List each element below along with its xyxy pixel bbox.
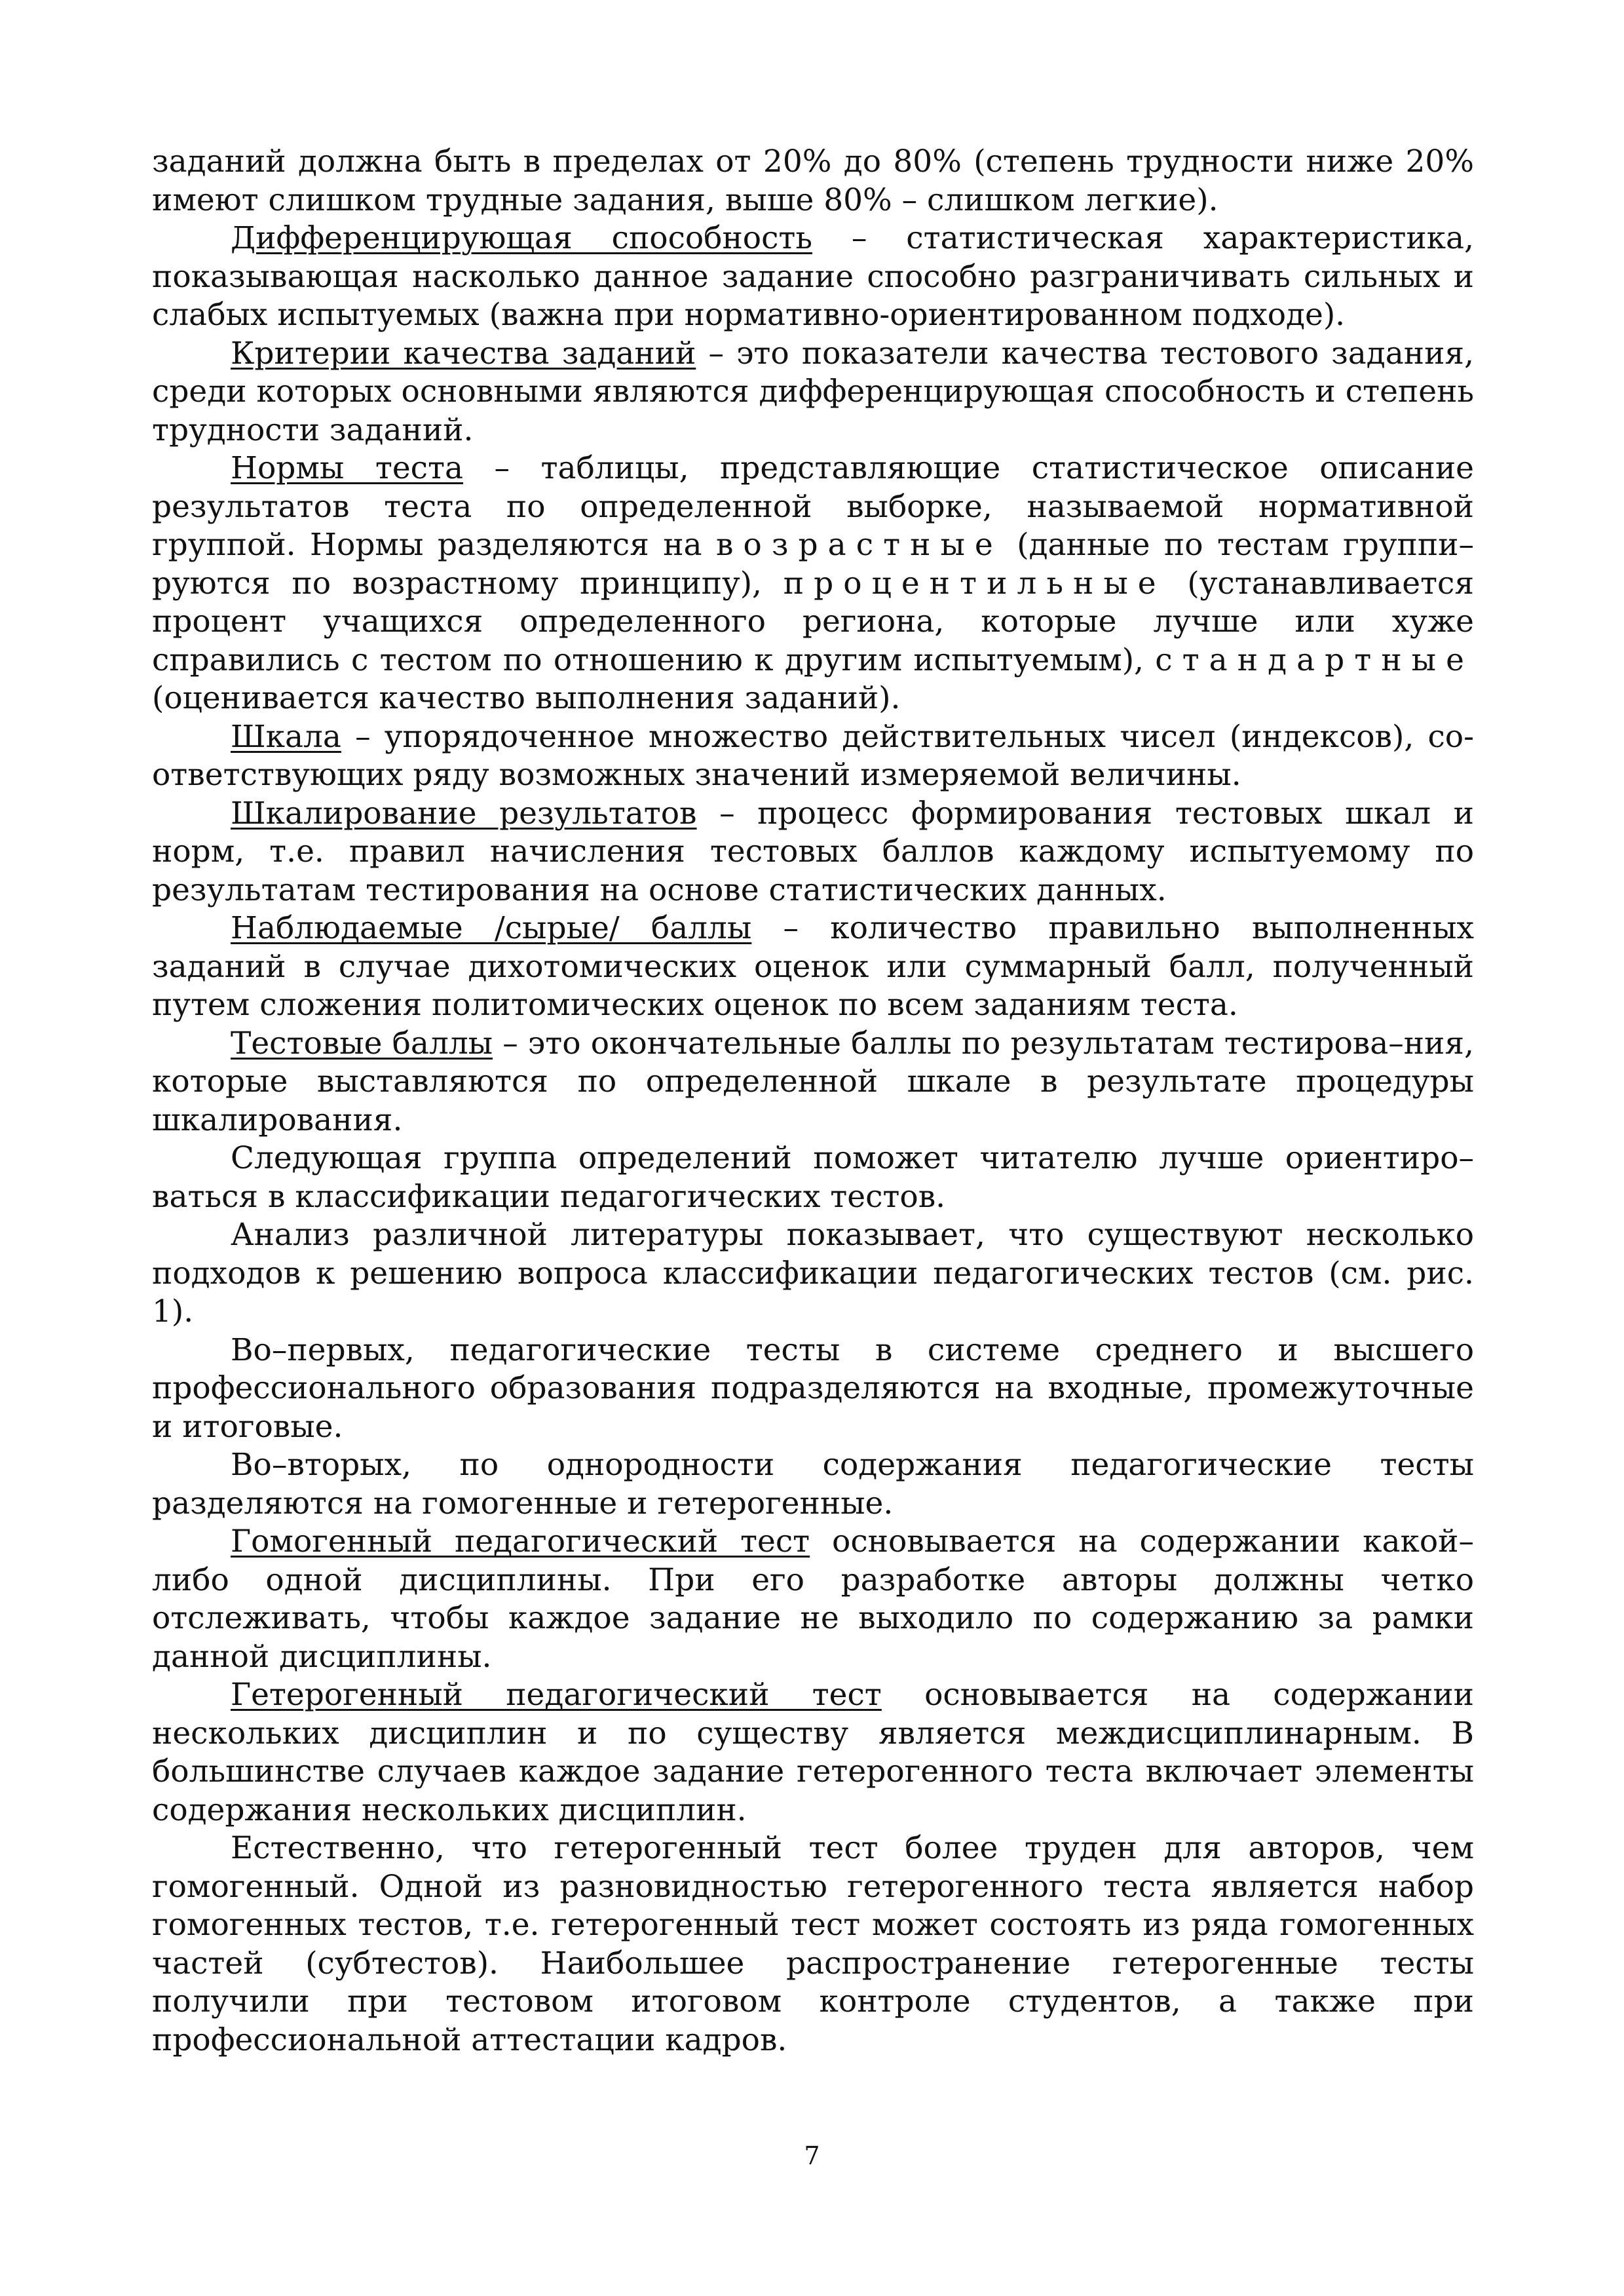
term-scaling-results: Шкалирование результатов <box>231 795 697 832</box>
paragraph-difficulty-range <box>152 143 1474 220</box>
spaced-term-standard: стандартные <box>1155 641 1474 678</box>
spaced-term-age: возрастные <box>716 527 1003 563</box>
definition-text: (данные по тестам группи–руются по возрастному принципу), <box>152 527 1474 602</box>
definition-text: основывается на содержании нескольких дисциплин и по существу является междисциплинарным. В большинстве случаев каждое задание гетерогенного теста включает элементы содержания нескольких дисциплин. <box>152 1677 1474 1828</box>
definition-text: – процесс формирования тестовых шкал и норм, т.е. правил начисления тестовых баллов каждому испытуемому по результатам тестирования на основе статистических данных. <box>152 795 1474 908</box>
term-discriminating-ability: Дифференцирующая способность <box>231 220 813 256</box>
paragraph-text: заданий должна быть в пределах от 20% до 80% (степень трудности ниже 20% имеют слишком трудные задания, выше 80% – слишком легкие). <box>152 144 1474 218</box>
definition-text: основывается на содержании какой–либо одной дисциплины. При его разработке авторы должны четко отслеживать, чтобы каждое задание не выходило по содержанию за рамки данной дисциплины. <box>152 1523 1474 1675</box>
paragraph-text: Во–первых, педагогические тесты в системе среднего и высшего профессионального образования подразделяются на входные, промежуточные и итоговые. <box>152 1331 1474 1445</box>
paragraph-text: Во–вторых, по однородности содержания педагогические тесты разделяются на гомогенные и гетерогенные. <box>152 1447 1474 1521</box>
term-heterogeneous-test: Гетерогенный педагогический тест <box>231 1677 882 1713</box>
spaced-term-percentile: процентильные <box>783 565 1166 602</box>
definition-text: (оценивается качество выполнения заданий). <box>152 680 901 716</box>
term-test-norms: Нормы теста <box>231 450 463 486</box>
definition-text: – количество правильно выполненных заданий в случае дихотомических оценок или суммарный балл, полученный путем сложения политомических оценок по всем заданиям теста. <box>152 910 1474 1023</box>
paragraph-text: Естественно, что гетерогенный тест более труден для авторов, чем гомогенный. Одной из разновидностью гетерогенного теста является набор гомогенных тестов, т.е. гетерогенный тест может состоять из ряда гомогенных частей (субтестов). Наибольшее распространение гетерогенные тесты получили при тестовом итоговом контроле студентов, а также при профессиональной аттестации кадров. <box>152 1830 1474 2058</box>
term-raw-scores: Наблюдаемые /сырые/ баллы <box>231 910 752 946</box>
definition-text: – это показатели качества тестового задания, среди которых основными являются дифференцирующая способность и степень трудности заданий. <box>152 335 1475 448</box>
definition-text: – упорядоченное множество действительных чисел (индексов), со-ответствующих ряду возможных значений измеряемой величины. <box>152 718 1474 793</box>
definition-text: – таблицы, представляющие статистическое описание результатов теста по определенной выборке, называемой нормативной группой. Нормы разделяются на <box>152 450 1474 563</box>
term-test-scores: Тестовые баллы <box>231 1025 493 1062</box>
paragraph-scale <box>152 718 1474 795</box>
paragraph-discriminating-ability <box>152 220 1474 335</box>
paragraph-raw-scores <box>152 909 1474 1025</box>
definition-text: – это окончательные баллы по результатам тестирова–ния, которые выставляются по определенной шкале в результате процедуры шкалирования. <box>152 1025 1474 1138</box>
paragraph-first-classification <box>152 1331 1474 1447</box>
paragraph-next-definitions <box>152 1139 1474 1216</box>
page-number: 7 <box>804 2141 820 2170</box>
paragraph-heterogeneous-test <box>152 1676 1474 1829</box>
term-homogeneous-test: Гомогенный педагогический тест <box>231 1523 810 1559</box>
paragraph-homogeneous-test <box>152 1523 1474 1676</box>
term-quality-criteria: Критерии качества заданий <box>231 335 696 372</box>
paragraph-test-scores <box>152 1025 1474 1140</box>
paragraph-literature-analysis <box>152 1216 1474 1331</box>
document-page-body <box>152 143 1474 2059</box>
paragraph-quality-criteria <box>152 335 1474 450</box>
paragraph-test-norms <box>152 450 1474 718</box>
term-scale: Шкала <box>231 718 341 755</box>
definition-text: – статистическая характеристика, показывающая насколько данное задание способно разграничивать сильных и слабых испытуемых (важна при нормативно-ориентированном подходе). <box>152 220 1474 333</box>
paragraph-second-classification <box>152 1446 1474 1523</box>
definition-text: (устанавливается процент учащихся определенного региона, которые лучше или хуже справились с тестом по отношению к другим испытуемым), <box>152 565 1474 678</box>
paragraph-text: Анализ различной литературы показывает, что существуют несколько подходов к решению вопроса классификации педагогических тестов (см. рис. 1). <box>152 1217 1474 1330</box>
paragraph-text: Следующая группа определений поможет читателю лучше ориентиро–ваться в классификации педагогических тестов. <box>152 1140 1474 1215</box>
paragraph-heterogeneous-difficulty <box>152 1829 1474 2059</box>
paragraph-scaling-results <box>152 795 1474 910</box>
